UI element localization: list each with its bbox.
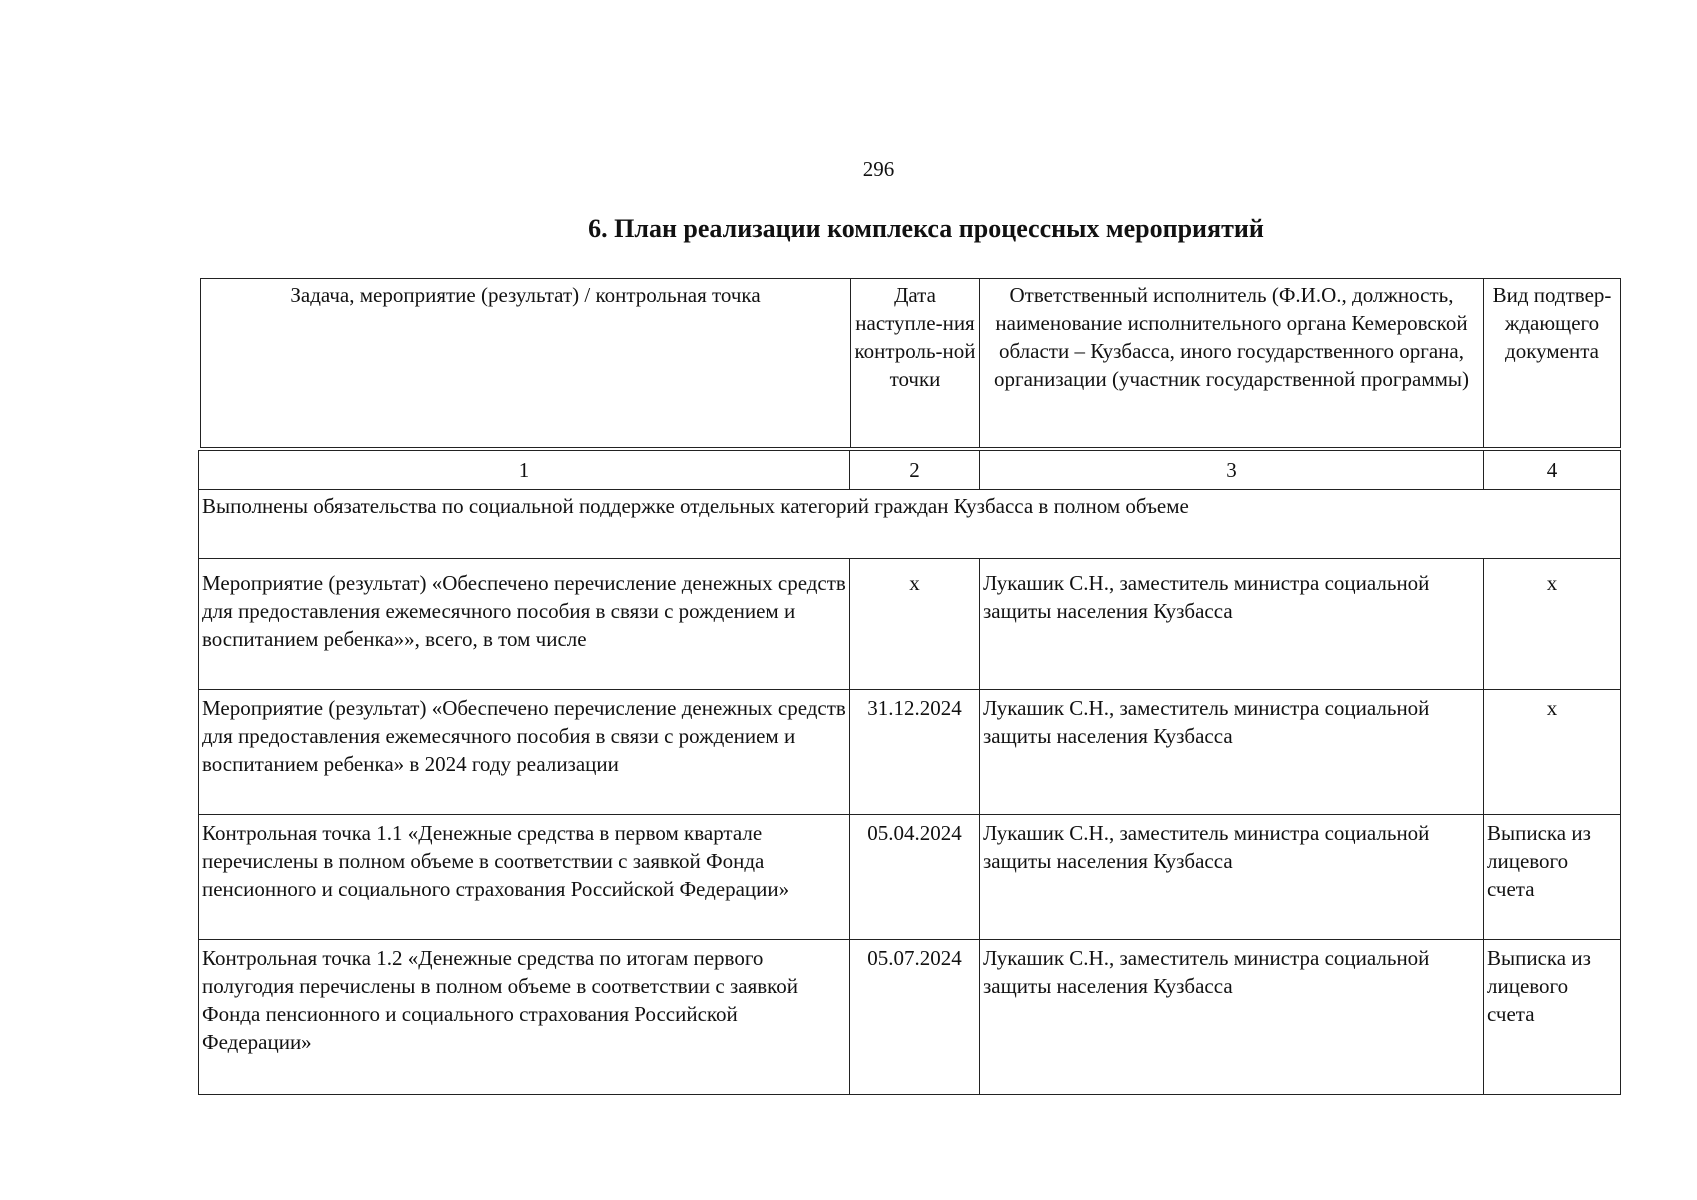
responsible-cell: Лукашик С.Н., заместитель министра социальной защиты населения Кузбасса — [980, 815, 1484, 940]
document-cell: Выписка из лицевого счета — [1484, 815, 1621, 940]
column-number: 1 — [199, 451, 850, 490]
page-number: 296 — [862, 157, 895, 181]
table-row — [199, 690, 1621, 815]
responsible-cell: Лукашик С.Н., заместитель министра социальной защиты населения Кузбасса — [980, 559, 1484, 690]
date-cell: х — [850, 559, 980, 690]
table-row — [199, 940, 1621, 1095]
header-responsible: Ответственный исполнитель (Ф.И.О., должность, наименование исполнительного органа Кемеровской области – Кузбасса, иного государственного органа, организации (участник государственной программы) — [980, 279, 1484, 448]
column-number: 4 — [1484, 451, 1621, 490]
responsible-cell: Лукашик С.Н., заместитель министра социальной защиты населения Кузбасса — [980, 940, 1484, 1095]
header-table — [200, 278, 1621, 448]
section-row — [199, 490, 1621, 559]
header-task: Задача, мероприятие (результат) / контрольная точка — [201, 279, 851, 448]
page-title: 6. План реализации комплекса процессных мероприятий — [588, 214, 1264, 243]
table-row — [199, 815, 1621, 940]
task-cell: Мероприятие (результат) «Обеспечено перечисление денежных средств для предоставления ежемесячного пособия в связи с рождением и воспитанием ребенка» в 2024 году реализации — [199, 690, 850, 815]
document-cell: х — [1484, 690, 1621, 815]
header-date: Дата наступле-ния контроль-ной точки — [851, 279, 980, 448]
responsible-cell: Лукашик С.Н., заместитель министра социальной защиты населения Кузбасса — [980, 690, 1484, 815]
table-row — [199, 559, 1621, 690]
document-cell: Выписка из лицевого счета — [1484, 940, 1621, 1095]
plan-table — [198, 450, 1621, 1095]
header-row — [201, 279, 1621, 448]
task-cell: Контрольная точка 1.2 «Денежные средства по итогам первого полугодия перечислены в полном объеме в соответствии с заявкой Фонда пенсионного и социального страхования Российской Федерации» — [199, 940, 850, 1095]
date-cell: 31.12.2024 — [850, 690, 980, 815]
task-cell: Мероприятие (результат) «Обеспечено перечисление денежных средств для предоставления ежемесячного пособия в связи с рождением и воспитанием ребенка»», всего, в том числе — [199, 559, 850, 690]
date-cell: 05.07.2024 — [850, 940, 980, 1095]
column-number: 3 — [980, 451, 1484, 490]
date-cell: 05.04.2024 — [850, 815, 980, 940]
column-number-row — [199, 451, 1621, 490]
column-number: 2 — [850, 451, 980, 490]
section-title: Выполнены обязательства по социальной поддержке отдельных категорий граждан Кузбасса в полном объеме — [199, 490, 1621, 559]
header-document: Вид подтвер-ждающего документа — [1484, 279, 1621, 448]
document-cell: х — [1484, 559, 1621, 690]
task-cell: Контрольная точка 1.1 «Денежные средства в первом квартале перечислены в полном объеме в соответствии с заявкой Фонда пенсионного и социального страхования Российской Федерации» — [199, 815, 850, 940]
